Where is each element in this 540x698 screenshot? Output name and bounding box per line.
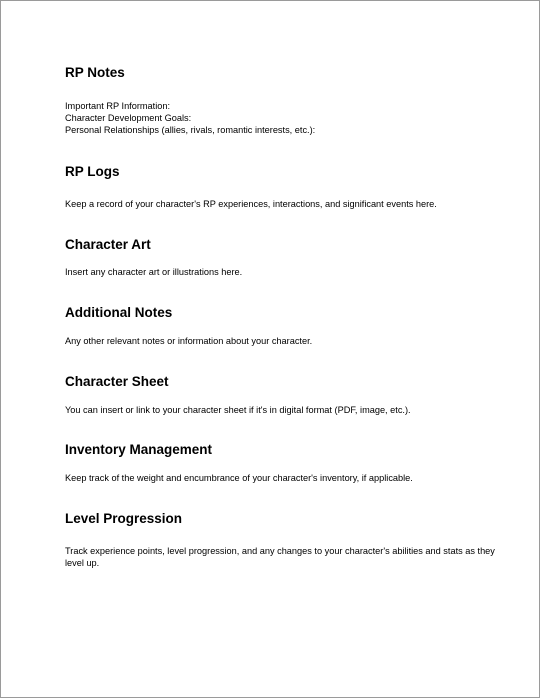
section-inventory-management [65, 442, 499, 484]
section-heading: RP Notes [65, 65, 125, 80]
section-heading: Character Sheet [65, 374, 169, 389]
section-body: Keep track of the weight and encumbrance of your character's inventory, if applicable. [65, 473, 413, 483]
rp-info-line: Important RP Information: [65, 101, 171, 111]
section-body: Track experience points, level progression, and any changes to your character's abilities and stats as they level up. [65, 546, 495, 568]
section-heading: RP Logs [65, 164, 120, 179]
section-heading: Level Progression [65, 511, 183, 526]
section-additional-notes [65, 305, 499, 347]
section-character-art [65, 237, 499, 278]
section-body: Keep a record of your character's RP experiences, interactions, and significant events here. [65, 199, 437, 209]
section-rp-notes [65, 65, 499, 136]
section-rp-logs [65, 164, 499, 210]
section-heading: Inventory Management [65, 442, 213, 457]
development-goals-line: Character Development Goals: [65, 113, 192, 123]
section-character-sheet [65, 374, 499, 416]
section-body [65, 100, 499, 136]
section-level-progression [65, 511, 499, 569]
section-heading: Additional Notes [65, 305, 173, 320]
section-body: You can insert or link to your character sheet if it's in digital format (PDF, image, etc.). [65, 405, 411, 415]
relationships-line: Personal Relationships (allies, rivals, romantic interests, etc.): [65, 125, 316, 135]
section-heading: Character Art [65, 237, 151, 252]
section-body: Any other relevant notes or information about your character. [65, 336, 313, 346]
section-body: Insert any character art or illustrations here. [65, 267, 243, 277]
